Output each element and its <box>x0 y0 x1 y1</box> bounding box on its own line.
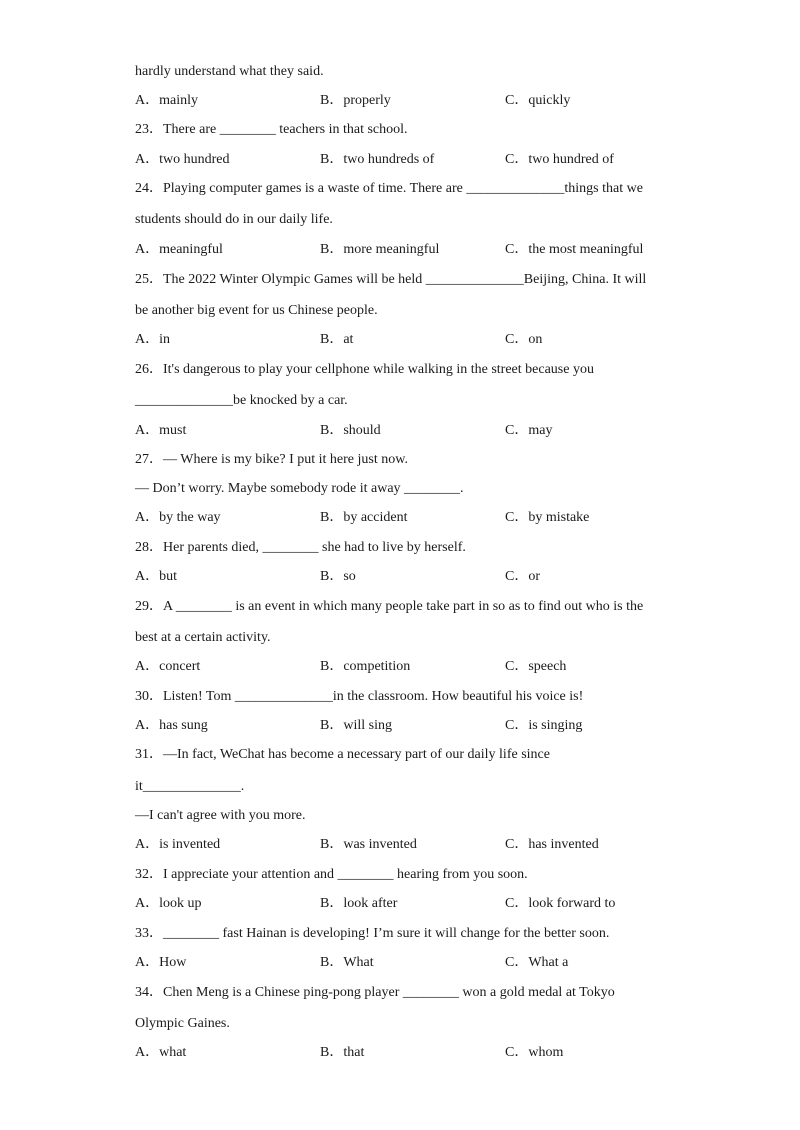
question-28: 28．Her parents died, ________ she had to live by herself. <box>135 540 466 555</box>
q31-option-b: B．was invented <box>320 837 417 852</box>
q27-option-b: B．by accident <box>320 510 408 525</box>
question-30: 30．Listen! Tom ______________in the classroom. How beautiful his voice is! <box>135 689 584 704</box>
q25-option-c: C．on <box>505 332 543 347</box>
question-26-continuation: ______________be knocked by a car. <box>135 393 348 408</box>
question-31-continuation: it______________. <box>135 779 245 794</box>
question-33: 33．________ fast Hainan is developing! I’m sure it will change for the better soon. <box>135 926 610 941</box>
question-27-reply: — Don’t worry. Maybe somebody rode it away ________. <box>135 481 464 496</box>
q29-option-b: B．competition <box>320 659 411 674</box>
q33-option-b: B．What <box>320 955 374 970</box>
q31-option-c: C．has invented <box>505 837 599 852</box>
q31-option-a: A．is invented <box>135 837 221 852</box>
question-25: 25．The 2022 Winter Olympic Games will be held ______________Beijing, China. It will <box>135 272 647 287</box>
question-24-continuation: students should do in our daily life. <box>135 212 333 227</box>
q29-option-a: A．concert <box>135 659 201 674</box>
q29-option-c: C．speech <box>505 659 567 674</box>
q25-option-b: B．at <box>320 332 354 347</box>
question-26: 26．It's dangerous to play your cellphone while walking in the street because you <box>135 362 594 377</box>
q27-option-a: A．by the way <box>135 510 221 525</box>
q28-option-a: A．but <box>135 569 177 584</box>
q33-option-a: A．How <box>135 955 187 970</box>
question-27: 27．— Where is my bike? I put it here just now. <box>135 452 408 467</box>
question-31: 31．—In fact, WeChat has become a necessary part of our daily life since <box>135 747 550 762</box>
q22-option-c: C．quickly <box>505 93 571 108</box>
q34-option-c: C．whom <box>505 1045 564 1060</box>
question-34-continuation: Olympic Gaines. <box>135 1016 230 1031</box>
question-29: 29．A ________ is an event in which many people take part in so as to find out who is the <box>135 599 644 614</box>
q34-option-a: A．what <box>135 1045 187 1060</box>
q26-option-b: B．should <box>320 423 381 438</box>
question-22-continuation: hardly understand what they said. <box>135 64 324 79</box>
q26-option-c: C．may <box>505 423 553 438</box>
q32-option-a: A．look up <box>135 896 202 911</box>
question-23: 23．There are ________ teachers in that school. <box>135 122 408 137</box>
question-32: 32．I appreciate your attention and ________ hearing from you soon. <box>135 867 528 882</box>
q24-option-a: A．meaningful <box>135 242 223 257</box>
q25-option-a: A．in <box>135 332 170 347</box>
q26-option-a: A．must <box>135 423 187 438</box>
q32-option-b: B．look after <box>320 896 398 911</box>
q23-option-c: C．two hundred of <box>505 152 614 167</box>
q30-option-c: C．is singing <box>505 718 583 733</box>
q23-option-a: A．two hundred <box>135 152 230 167</box>
q27-option-c: C．by mistake <box>505 510 590 525</box>
q23-option-b: B．two hundreds of <box>320 152 435 167</box>
question-25-continuation: be another big event for us Chinese people. <box>135 303 378 318</box>
q32-option-c: C．look forward to <box>505 896 616 911</box>
question-29-continuation: best at a certain activity. <box>135 630 271 645</box>
q28-option-b: B．so <box>320 569 356 584</box>
q24-option-b: B．more meaningful <box>320 242 440 257</box>
q22-option-b: B．properly <box>320 93 391 108</box>
q30-option-b: B．will sing <box>320 718 392 733</box>
q34-option-b: B．that <box>320 1045 365 1060</box>
q28-option-c: C．or <box>505 569 540 584</box>
q22-option-a: A．mainly <box>135 93 198 108</box>
q33-option-c: C．What a <box>505 955 569 970</box>
q30-option-a: A．has sung <box>135 718 208 733</box>
q24-option-c: C．the most meaningful <box>505 242 644 257</box>
question-31-reply: —I can't agree with you more. <box>135 808 306 823</box>
question-34: 34．Chen Meng is a Chinese ping-pong player ________ won a gold medal at Tokyo <box>135 985 615 1000</box>
question-24: 24．Playing computer games is a waste of time. There are ______________things that we <box>135 181 643 196</box>
